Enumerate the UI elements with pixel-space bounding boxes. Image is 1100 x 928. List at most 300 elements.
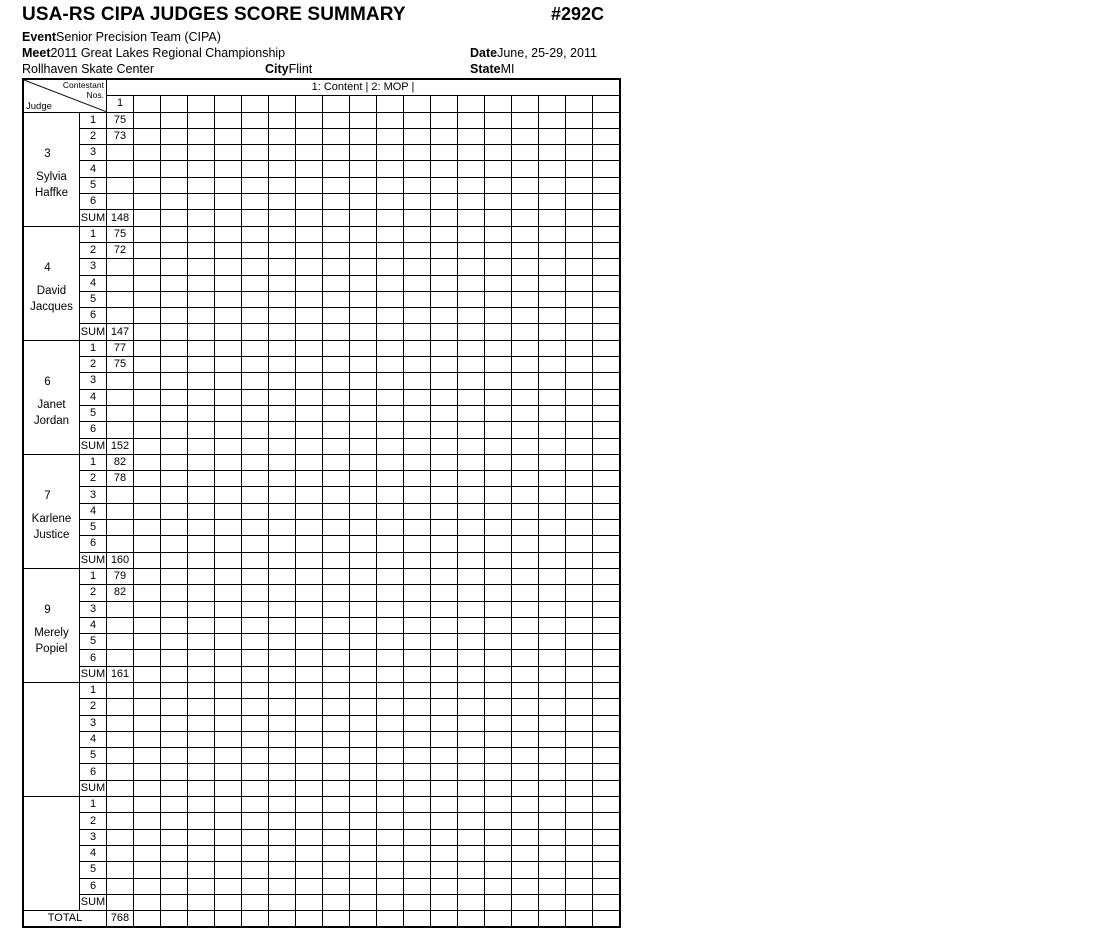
score-cell[interactable] [485, 389, 512, 405]
score-cell[interactable] [269, 829, 296, 845]
score-cell[interactable] [242, 797, 269, 813]
score-cell[interactable] [458, 862, 485, 878]
score-cell[interactable] [134, 422, 161, 438]
score-cell[interactable] [296, 878, 323, 894]
sum-value-cell[interactable] [593, 666, 620, 682]
score-cell[interactable] [593, 601, 620, 617]
sum-value-cell[interactable] [485, 210, 512, 226]
score-cell[interactable] [593, 373, 620, 389]
score-cell[interactable] [296, 242, 323, 258]
score-cell[interactable] [593, 682, 620, 698]
sum-value-cell[interactable] [269, 780, 296, 796]
sum-value-cell[interactable] [242, 552, 269, 568]
score-cell[interactable] [134, 340, 161, 356]
sum-value-cell[interactable] [350, 894, 377, 910]
score-cell[interactable] [512, 617, 539, 633]
score-cell[interactable] [242, 454, 269, 470]
score-cell[interactable] [593, 471, 620, 487]
score-cell[interactable] [458, 128, 485, 144]
score-cell[interactable] [539, 568, 566, 584]
score-cell[interactable] [404, 845, 431, 861]
score-cell[interactable] [512, 813, 539, 829]
score-cell[interactable] [107, 308, 134, 324]
score-cell[interactable] [161, 389, 188, 405]
score-cell[interactable] [242, 357, 269, 373]
sum-value-cell[interactable] [134, 552, 161, 568]
score-cell[interactable] [350, 259, 377, 275]
score-cell[interactable] [215, 308, 242, 324]
score-cell[interactable] [350, 340, 377, 356]
score-cell[interactable] [539, 536, 566, 552]
score-cell[interactable] [323, 520, 350, 536]
score-cell[interactable] [350, 194, 377, 210]
score-cell[interactable] [215, 226, 242, 242]
score-cell[interactable] [377, 226, 404, 242]
score-cell[interactable] [566, 699, 593, 715]
score-cell[interactable] [485, 601, 512, 617]
sum-value-cell[interactable] [323, 210, 350, 226]
score-cell[interactable] [242, 128, 269, 144]
score-cell[interactable] [107, 275, 134, 291]
score-cell[interactable] [593, 291, 620, 307]
score-cell[interactable] [161, 226, 188, 242]
score-cell[interactable] [188, 161, 215, 177]
score-cell[interactable] [215, 650, 242, 666]
score-cell[interactable] [404, 829, 431, 845]
score-cell[interactable] [539, 699, 566, 715]
total-empty-cell[interactable] [134, 911, 161, 927]
score-cell[interactable]: 75 [107, 226, 134, 242]
score-cell[interactable] [404, 242, 431, 258]
score-cell[interactable] [566, 748, 593, 764]
sum-value-cell[interactable] [431, 894, 458, 910]
score-cell[interactable] [134, 764, 161, 780]
score-cell[interactable] [107, 813, 134, 829]
score-cell[interactable] [242, 585, 269, 601]
score-cell[interactable] [431, 177, 458, 193]
score-cell[interactable] [134, 128, 161, 144]
score-cell[interactable] [134, 487, 161, 503]
score-cell[interactable] [431, 845, 458, 861]
sum-value-cell[interactable] [485, 894, 512, 910]
score-cell[interactable] [242, 878, 269, 894]
score-cell[interactable] [296, 520, 323, 536]
score-cell[interactable] [350, 226, 377, 242]
score-cell[interactable] [350, 454, 377, 470]
score-cell[interactable] [431, 357, 458, 373]
score-cell[interactable] [566, 568, 593, 584]
score-cell[interactable] [512, 536, 539, 552]
score-cell[interactable] [242, 601, 269, 617]
score-cell[interactable] [566, 405, 593, 421]
score-cell[interactable] [377, 340, 404, 356]
score-cell[interactable] [269, 357, 296, 373]
score-cell[interactable] [242, 731, 269, 747]
score-cell[interactable] [485, 145, 512, 161]
score-cell[interactable] [215, 357, 242, 373]
sum-value-cell[interactable] [350, 780, 377, 796]
score-cell[interactable] [323, 829, 350, 845]
score-cell[interactable] [188, 259, 215, 275]
score-cell[interactable] [242, 699, 269, 715]
score-cell[interactable] [215, 487, 242, 503]
score-cell[interactable] [485, 226, 512, 242]
score-cell[interactable] [431, 682, 458, 698]
score-cell[interactable] [431, 405, 458, 421]
score-cell[interactable] [404, 813, 431, 829]
score-cell[interactable] [296, 194, 323, 210]
score-cell[interactable] [323, 291, 350, 307]
sum-value-cell[interactable] [377, 552, 404, 568]
score-cell[interactable] [242, 161, 269, 177]
sum-value-cell[interactable] [269, 210, 296, 226]
score-cell[interactable] [431, 813, 458, 829]
score-cell[interactable] [350, 161, 377, 177]
total-empty-cell[interactable] [269, 911, 296, 927]
score-cell[interactable] [215, 699, 242, 715]
score-cell[interactable] [269, 699, 296, 715]
score-cell[interactable] [377, 161, 404, 177]
score-cell[interactable] [377, 128, 404, 144]
score-cell[interactable] [350, 878, 377, 894]
sum-value-cell[interactable]: 148 [107, 210, 134, 226]
sum-value-cell[interactable] [593, 438, 620, 454]
sum-value-cell[interactable] [377, 438, 404, 454]
sum-value-cell[interactable] [377, 210, 404, 226]
score-cell[interactable] [458, 112, 485, 128]
score-cell[interactable] [404, 682, 431, 698]
score-cell[interactable] [485, 128, 512, 144]
score-cell[interactable] [539, 389, 566, 405]
score-cell[interactable] [377, 797, 404, 813]
score-cell[interactable] [539, 357, 566, 373]
score-cell[interactable] [323, 748, 350, 764]
score-cell[interactable] [188, 128, 215, 144]
sum-value-cell[interactable] [566, 666, 593, 682]
score-cell[interactable] [269, 748, 296, 764]
score-cell[interactable] [512, 503, 539, 519]
score-cell[interactable] [107, 829, 134, 845]
score-cell[interactable] [242, 291, 269, 307]
score-cell[interactable] [377, 617, 404, 633]
sum-value-cell[interactable] [215, 780, 242, 796]
score-cell[interactable] [593, 862, 620, 878]
score-cell[interactable] [350, 405, 377, 421]
score-cell[interactable] [296, 617, 323, 633]
score-cell[interactable] [458, 601, 485, 617]
sum-value-cell[interactable] [134, 438, 161, 454]
score-cell[interactable] [134, 617, 161, 633]
score-cell[interactable] [107, 373, 134, 389]
score-cell[interactable] [161, 177, 188, 193]
score-cell[interactable] [539, 161, 566, 177]
score-cell[interactable] [350, 291, 377, 307]
score-cell[interactable] [404, 699, 431, 715]
score-cell[interactable] [593, 797, 620, 813]
score-cell[interactable] [485, 748, 512, 764]
score-cell[interactable] [404, 405, 431, 421]
score-cell[interactable] [377, 520, 404, 536]
score-cell[interactable] [485, 634, 512, 650]
score-cell[interactable] [323, 340, 350, 356]
sum-value-cell[interactable] [242, 324, 269, 340]
sum-value-cell[interactable] [512, 324, 539, 340]
score-cell[interactable] [188, 340, 215, 356]
score-cell[interactable] [134, 357, 161, 373]
score-cell[interactable] [188, 275, 215, 291]
score-cell[interactable] [485, 242, 512, 258]
sum-value-cell[interactable] [593, 894, 620, 910]
score-cell[interactable] [296, 536, 323, 552]
score-cell[interactable] [431, 536, 458, 552]
score-cell[interactable] [269, 568, 296, 584]
score-cell[interactable] [269, 650, 296, 666]
score-cell[interactable] [107, 601, 134, 617]
score-cell[interactable] [323, 177, 350, 193]
score-cell[interactable] [296, 601, 323, 617]
score-cell[interactable] [485, 731, 512, 747]
score-cell[interactable] [269, 145, 296, 161]
score-cell[interactable] [296, 634, 323, 650]
sum-value-cell[interactable] [188, 552, 215, 568]
score-cell[interactable] [350, 862, 377, 878]
score-cell[interactable] [107, 748, 134, 764]
score-cell[interactable] [566, 128, 593, 144]
score-cell[interactable] [215, 845, 242, 861]
score-cell[interactable] [107, 145, 134, 161]
sum-value-cell[interactable] [539, 894, 566, 910]
score-cell[interactable] [269, 682, 296, 698]
score-cell[interactable] [593, 503, 620, 519]
score-cell[interactable] [350, 650, 377, 666]
sum-value-cell[interactable] [485, 666, 512, 682]
score-cell[interactable] [296, 699, 323, 715]
sum-value-cell[interactable] [404, 438, 431, 454]
score-cell[interactable] [134, 568, 161, 584]
score-cell[interactable] [188, 194, 215, 210]
score-cell[interactable] [350, 308, 377, 324]
score-cell[interactable] [566, 340, 593, 356]
score-cell[interactable] [404, 177, 431, 193]
score-cell[interactable] [485, 177, 512, 193]
score-cell[interactable] [539, 471, 566, 487]
score-cell[interactable] [269, 585, 296, 601]
score-cell[interactable] [431, 731, 458, 747]
score-cell[interactable] [512, 389, 539, 405]
score-cell[interactable] [566, 291, 593, 307]
score-cell[interactable] [458, 699, 485, 715]
score-cell[interactable] [377, 145, 404, 161]
score-cell[interactable] [566, 764, 593, 780]
score-cell[interactable] [134, 259, 161, 275]
score-cell[interactable] [161, 764, 188, 780]
score-cell[interactable] [269, 291, 296, 307]
score-cell[interactable] [134, 242, 161, 258]
total-empty-cell[interactable] [431, 911, 458, 927]
score-cell[interactable] [161, 291, 188, 307]
score-cell[interactable] [296, 340, 323, 356]
score-cell[interactable] [107, 634, 134, 650]
score-cell[interactable] [134, 226, 161, 242]
score-cell[interactable] [566, 357, 593, 373]
score-cell[interactable] [566, 194, 593, 210]
score-cell[interactable] [566, 373, 593, 389]
score-cell[interactable] [593, 112, 620, 128]
score-cell[interactable] [242, 715, 269, 731]
score-cell[interactable] [458, 585, 485, 601]
score-cell[interactable] [593, 617, 620, 633]
score-cell[interactable] [242, 226, 269, 242]
score-cell[interactable] [512, 585, 539, 601]
score-cell[interactable] [134, 845, 161, 861]
score-cell[interactable] [404, 585, 431, 601]
score-cell[interactable] [296, 405, 323, 421]
score-cell[interactable] [242, 764, 269, 780]
score-cell[interactable] [539, 487, 566, 503]
score-cell[interactable] [377, 389, 404, 405]
score-cell[interactable] [458, 275, 485, 291]
score-cell[interactable] [161, 471, 188, 487]
score-cell[interactable] [404, 601, 431, 617]
score-cell[interactable] [377, 291, 404, 307]
score-cell[interactable] [377, 699, 404, 715]
score-cell[interactable] [377, 536, 404, 552]
score-cell[interactable] [350, 797, 377, 813]
score-cell[interactable] [107, 650, 134, 666]
score-cell[interactable] [593, 226, 620, 242]
score-cell[interactable] [134, 797, 161, 813]
score-cell[interactable] [161, 536, 188, 552]
score-cell[interactable] [107, 715, 134, 731]
score-cell[interactable] [458, 731, 485, 747]
score-cell[interactable] [269, 226, 296, 242]
score-cell[interactable] [458, 764, 485, 780]
score-cell[interactable] [161, 617, 188, 633]
sum-value-cell[interactable] [404, 894, 431, 910]
score-cell[interactable] [269, 813, 296, 829]
sum-value-cell[interactable]: 161 [107, 666, 134, 682]
score-cell[interactable] [458, 389, 485, 405]
score-cell[interactable] [107, 194, 134, 210]
score-cell[interactable] [485, 568, 512, 584]
score-cell[interactable] [593, 275, 620, 291]
sum-value-cell[interactable] [269, 552, 296, 568]
score-cell[interactable] [242, 862, 269, 878]
score-cell[interactable] [593, 161, 620, 177]
score-cell[interactable] [377, 634, 404, 650]
score-cell[interactable] [269, 373, 296, 389]
sum-value-cell[interactable] [377, 324, 404, 340]
sum-value-cell[interactable] [539, 780, 566, 796]
score-cell[interactable] [539, 617, 566, 633]
score-cell[interactable] [296, 797, 323, 813]
score-cell[interactable] [188, 503, 215, 519]
score-cell[interactable] [485, 682, 512, 698]
score-cell[interactable] [485, 357, 512, 373]
score-cell[interactable] [458, 813, 485, 829]
score-cell[interactable] [377, 405, 404, 421]
score-cell[interactable] [431, 487, 458, 503]
score-cell[interactable] [296, 487, 323, 503]
score-cell[interactable] [485, 829, 512, 845]
score-cell[interactable] [107, 405, 134, 421]
sum-value-cell[interactable] [215, 552, 242, 568]
score-cell[interactable] [161, 357, 188, 373]
score-cell[interactable] [323, 682, 350, 698]
sum-value-cell[interactable] [512, 666, 539, 682]
score-cell[interactable] [539, 731, 566, 747]
score-cell[interactable] [458, 845, 485, 861]
sum-value-cell[interactable] [431, 552, 458, 568]
score-cell[interactable] [269, 275, 296, 291]
sum-value-cell[interactable] [566, 894, 593, 910]
score-cell[interactable] [188, 813, 215, 829]
score-cell[interactable] [350, 568, 377, 584]
score-cell[interactable] [458, 422, 485, 438]
score-cell[interactable] [485, 112, 512, 128]
score-cell[interactable] [215, 389, 242, 405]
score-cell[interactable] [242, 813, 269, 829]
score-cell[interactable] [242, 568, 269, 584]
score-cell[interactable] [188, 568, 215, 584]
sum-value-cell[interactable] [161, 780, 188, 796]
score-cell[interactable] [512, 731, 539, 747]
sum-value-cell[interactable] [431, 666, 458, 682]
total-empty-cell[interactable] [458, 911, 485, 927]
score-cell[interactable] [161, 487, 188, 503]
score-cell[interactable] [107, 878, 134, 894]
score-cell[interactable] [350, 471, 377, 487]
score-cell[interactable] [188, 731, 215, 747]
score-cell[interactable] [269, 389, 296, 405]
sum-value-cell[interactable] [485, 438, 512, 454]
score-cell[interactable] [566, 487, 593, 503]
score-cell[interactable] [485, 520, 512, 536]
sum-value-cell[interactable] [458, 552, 485, 568]
score-cell[interactable] [377, 194, 404, 210]
score-cell[interactable] [431, 422, 458, 438]
score-cell[interactable] [566, 878, 593, 894]
score-cell[interactable] [161, 813, 188, 829]
score-cell[interactable] [539, 682, 566, 698]
score-cell[interactable] [431, 520, 458, 536]
score-cell[interactable] [458, 536, 485, 552]
score-cell[interactable] [485, 536, 512, 552]
score-cell[interactable] [296, 128, 323, 144]
score-cell[interactable] [377, 601, 404, 617]
sum-value-cell[interactable] [215, 438, 242, 454]
score-cell[interactable] [242, 845, 269, 861]
score-cell[interactable] [296, 471, 323, 487]
sum-value-cell[interactable] [512, 894, 539, 910]
score-cell[interactable] [566, 275, 593, 291]
score-cell[interactable] [350, 520, 377, 536]
score-cell[interactable] [431, 112, 458, 128]
score-cell[interactable] [431, 145, 458, 161]
score-cell[interactable] [188, 829, 215, 845]
score-cell[interactable] [350, 585, 377, 601]
score-cell[interactable] [134, 634, 161, 650]
score-cell[interactable] [215, 373, 242, 389]
sum-value-cell[interactable] [485, 552, 512, 568]
sum-value-cell[interactable] [512, 438, 539, 454]
score-cell[interactable] [269, 487, 296, 503]
score-cell[interactable] [188, 748, 215, 764]
sum-value-cell[interactable] [350, 552, 377, 568]
score-cell[interactable] [458, 715, 485, 731]
sum-value-cell[interactable] [593, 552, 620, 568]
score-cell[interactable] [431, 634, 458, 650]
